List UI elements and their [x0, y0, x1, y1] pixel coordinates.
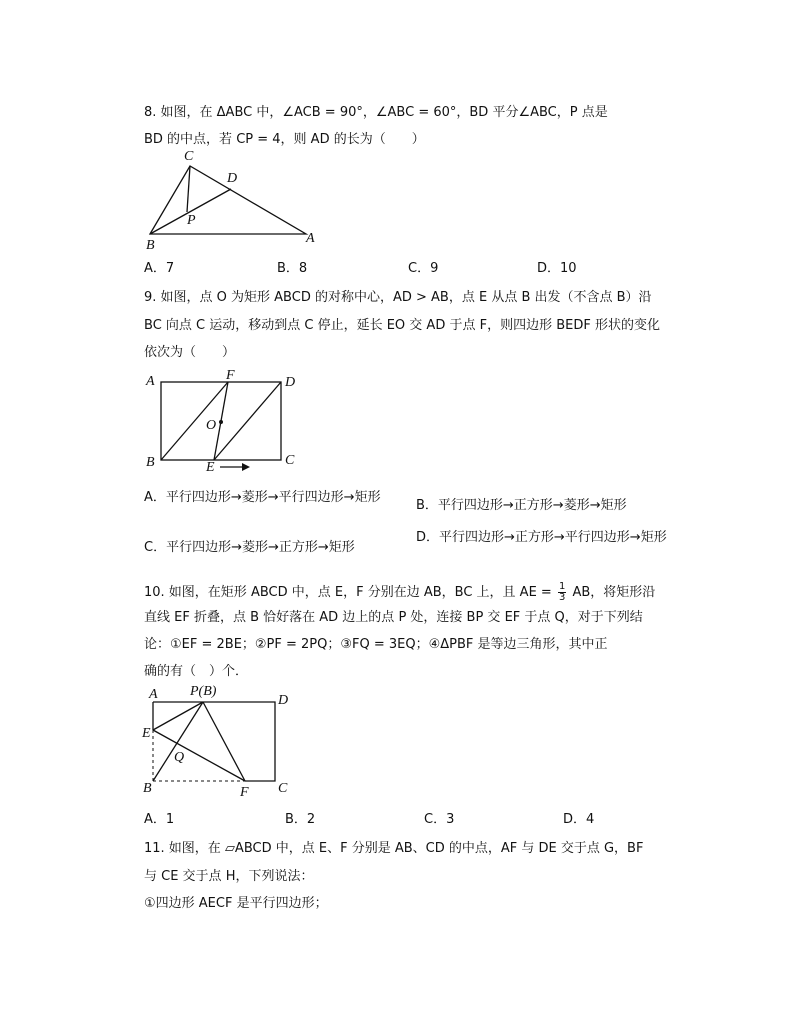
- q11-text-line1: 11. 如图，在 ▱ABCD 中，点 E、F 分别是 AB、CD 的中点，AF 与 DE 交于点 G，BF: [144, 841, 644, 856]
- q10-text-line4: 确的有（ ）个．: [144, 664, 249, 679]
- q9-label-o: O: [206, 418, 217, 433]
- q10-label-c: C: [278, 781, 288, 796]
- q8-option-d[interactable]: D．10: [537, 261, 577, 276]
- q8-label-c: C: [184, 149, 194, 164]
- q10-option-b[interactable]: B．2: [285, 812, 316, 827]
- q9-rectangle-figure: [140, 366, 310, 478]
- q8-text-line2: BD 的中点，若 CP = 4，则 AD 的长为（ ）: [144, 132, 425, 147]
- q9-label-d: D: [285, 375, 296, 390]
- q8-text-line1: 8. 如图，在 ΔABC 中，∠ACB = 90°，∠ABC = 60°，BD 平分∠ABC，P 点是: [144, 105, 608, 120]
- q10-option-a[interactable]: A．1: [144, 812, 175, 827]
- q9-text-line3: 依次为（ ）: [144, 345, 236, 360]
- q9-option-d[interactable]: D．平行四边形→正方形→平行四边形→矩形: [416, 530, 667, 545]
- q8-label-a: A: [306, 231, 315, 246]
- q10-fraction: [558, 582, 566, 603]
- q9-label-b: B: [146, 455, 155, 470]
- q8-option-b[interactable]: B．8: [277, 261, 308, 276]
- q10-text-line3: 论：①EF = 2BE；②PF = 2PQ；③FQ = 3EQ；④ΔPBF 是等边三角形，其中正: [144, 637, 608, 652]
- q9-label-e: E: [206, 460, 215, 475]
- q11-text-line2: 与 CE 交于点 H，下列说法：: [144, 869, 314, 884]
- q10-option-d[interactable]: D．4: [563, 812, 595, 827]
- q8-label-b: B: [146, 238, 155, 253]
- q9-label-f: F: [226, 368, 235, 383]
- q10-fraction-denominator: 3: [558, 592, 566, 603]
- q10-text-line2: 直线 EF 折叠，点 B 恰好落在 AD 边上的点 P 处，连接 BP 交 EF 于点 Q，对于下列结: [144, 610, 643, 625]
- q10-option-c[interactable]: C．3: [424, 812, 455, 827]
- q8-label-d: D: [227, 171, 238, 186]
- q8-label-p: P: [187, 213, 196, 228]
- q10-label-a: A: [149, 687, 158, 702]
- q8-triangle-figure: [140, 148, 330, 253]
- q10-text-line1-end: AB，将矩形沿: [572, 585, 656, 600]
- q10-text-line1-start: 10. 如图，在矩形 ABCD 中，点 E，F 分别在边 AB，BC 上，且 AE =: [144, 585, 552, 600]
- q10-fraction-numerator: 1: [558, 581, 566, 592]
- q9-option-b[interactable]: B．平行四边形→正方形→菱形→矩形: [416, 498, 627, 513]
- q10-label-d: D: [278, 693, 289, 708]
- q10-label-e: E: [142, 726, 151, 741]
- q11-text-line3: ①四边形 AECF 是平行四边形；: [144, 896, 328, 911]
- q8-option-c[interactable]: C．9: [408, 261, 439, 276]
- q10-label-q: Q: [174, 750, 185, 765]
- q8-option-a[interactable]: A．7: [144, 261, 175, 276]
- q10-label-pb: P(B): [190, 684, 217, 699]
- q9-text-line2: BC 向点 C 运动，移动到点 C 停止，延长 EO 交 AD 于点 F，则四边形 BEDF 形状的变化: [144, 318, 660, 333]
- q9-text-line1: 9. 如图，点 O 为矩形 ABCD 的对称中心，AD > AB，点 E 从点 B 出发（不含点 B）沿: [144, 290, 652, 305]
- q10-label-f: F: [240, 785, 249, 800]
- q10-label-b: B: [143, 781, 152, 796]
- q9-label-c: C: [285, 453, 295, 468]
- q10-rectangle-figure: [140, 682, 300, 800]
- q9-option-c[interactable]: C．平行四边形→菱形→正方形→矩形: [144, 540, 355, 555]
- q9-label-a: A: [146, 374, 155, 389]
- q10-text-line1: [144, 582, 655, 603]
- q9-option-a[interactable]: A．平行四边形→菱形→平行四边形→矩形: [144, 490, 381, 505]
